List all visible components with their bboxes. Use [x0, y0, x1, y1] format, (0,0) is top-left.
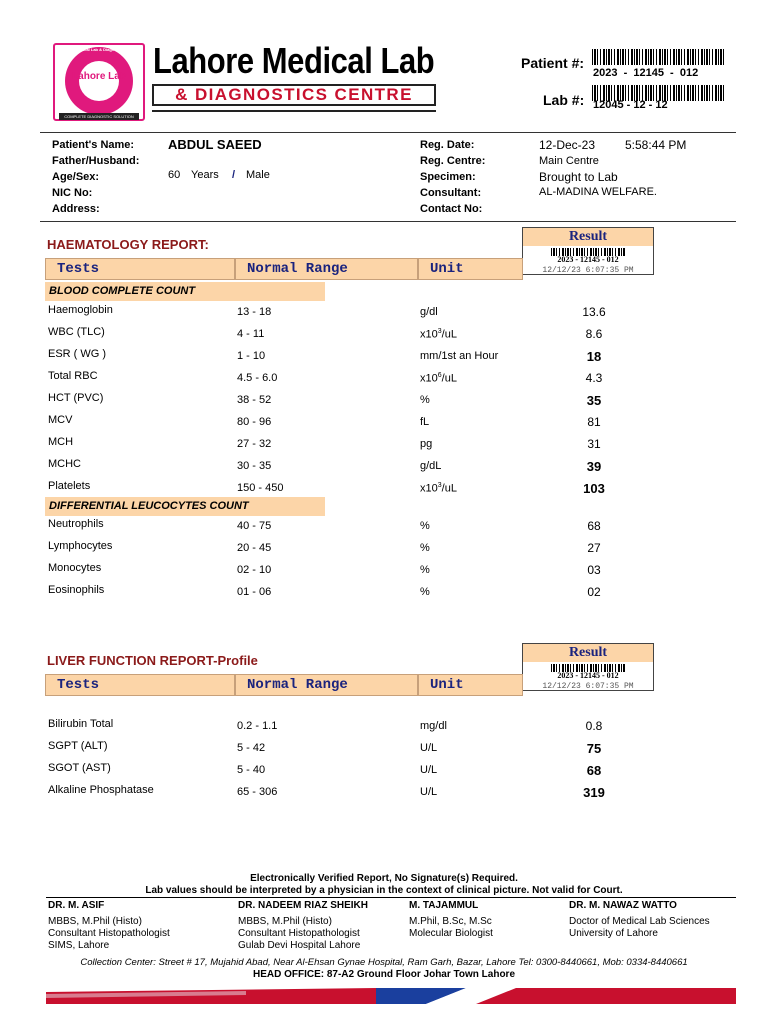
disclaimer: Lab values should be interpreted by a physician in the context of clinical picture. Not valid for Court.	[145, 885, 623, 896]
test-name: ESR ( WG )	[48, 348, 107, 360]
result-stamp-title: Result	[523, 228, 653, 246]
result-value: 13.6	[582, 305, 606, 319]
normal-range: 4 - 11	[237, 328, 265, 340]
doctor-credential-line: Consultant Histopathologist	[48, 928, 170, 939]
table-row	[0, 348, 768, 368]
result-value: 68	[586, 763, 602, 778]
result-stamp-datetime: 12/12/23 6:07:35 PM	[542, 682, 634, 691]
test-name: SGPT (ALT)	[48, 740, 108, 752]
normal-range: 40 - 75	[237, 520, 272, 532]
doctor-credential-line: SIMS, Lahore	[48, 940, 110, 951]
specimen: Brought to Lab	[539, 170, 618, 184]
reg-centre-label: Reg. Centre:	[420, 155, 486, 167]
patient-no-label: Patient #:	[521, 55, 585, 71]
result-value: 68	[587, 519, 601, 533]
table-row	[0, 436, 768, 456]
table-row	[0, 392, 768, 412]
result-value: 4.3	[585, 371, 603, 385]
verified-note: Electronically Verified Report, No Signature(s) Required.	[250, 873, 518, 884]
patient-name-label: Patient's Name:	[52, 139, 135, 151]
table-row	[0, 740, 768, 760]
unit: g/dL	[420, 460, 442, 472]
agesex-separator: /	[232, 169, 236, 181]
col-range: Normal Range	[235, 258, 418, 280]
result-value: 75	[586, 741, 602, 756]
unit-exponent: 3	[437, 482, 442, 489]
col-unit: Unit	[418, 674, 523, 696]
haematology-title: HAEMATOLOGY REPORT:	[47, 237, 209, 252]
col-range: Normal Range	[235, 674, 418, 696]
result-value: 103	[583, 481, 605, 496]
test-name: Alkaline Phosphatase	[48, 784, 154, 796]
unit-tail: /uL	[441, 482, 457, 495]
patient-name: ABDUL SAEED	[168, 137, 262, 152]
unit-tail: /uL	[441, 328, 457, 341]
test-name: Neutrophils	[48, 518, 104, 530]
divider	[40, 132, 736, 133]
unit-exponent: 6	[437, 372, 442, 379]
normal-range: 0.2 - 1.1	[237, 720, 278, 732]
result-value: 31	[587, 437, 601, 451]
age-value: 60	[168, 169, 181, 181]
result-value: 0.8	[585, 719, 603, 733]
doctor-name: M. TAJAMMUL	[409, 900, 479, 911]
footer-stripe	[46, 988, 736, 1004]
agesex-label: Age/Sex:	[52, 171, 100, 183]
logo-ring-text: Lahore Medical Lab & Diagnostic Centre	[60, 47, 138, 52]
lab-logo	[53, 43, 145, 123]
test-name: MCH	[48, 436, 74, 448]
result-value: 27	[587, 541, 601, 555]
test-name: Monocytes	[48, 562, 102, 574]
result-value: 03	[587, 563, 601, 577]
table-row	[0, 326, 768, 346]
group-blood-count: BLOOD COMPLETE COUNT	[45, 282, 325, 301]
specimen-label: Specimen:	[420, 171, 476, 183]
normal-range: 30 - 35	[237, 460, 272, 472]
col-tests: Tests	[45, 258, 235, 280]
result-stamp-title: Result	[523, 644, 653, 662]
reg-time: 5:58:44 PM	[625, 138, 687, 152]
doctor-credential-line: MBBS, M.Phil (Histo)	[48, 916, 142, 927]
unit: %	[420, 586, 430, 598]
test-name: MCHC	[48, 458, 81, 470]
table-row	[0, 584, 768, 604]
reg-centre: Main Centre	[539, 155, 599, 167]
doctor-credentials	[409, 916, 579, 940]
logo-tagline: COMPLETE DIAGNOSTIC SOLUTION	[64, 114, 134, 119]
table-row	[0, 414, 768, 434]
doctor-block	[409, 900, 579, 940]
doctor-block	[238, 900, 408, 952]
unit-tail: /uL	[441, 372, 457, 385]
normal-range: 01 - 06	[237, 586, 272, 598]
consultant-label: Consultant:	[420, 187, 482, 199]
normal-range: 02 - 10	[237, 564, 272, 576]
divider	[40, 221, 736, 222]
doctor-credential-line: M.Phil, B.Sc, M.Sc	[409, 916, 492, 927]
col-tests: Tests	[45, 674, 235, 696]
normal-range: 150 - 450	[237, 482, 284, 494]
head-office: HEAD OFFICE: 87-A2 Ground Floor Johar Town Lahore	[252, 969, 516, 980]
doctor-credential-line: Gulab Devi Hospital Lahore	[238, 940, 361, 951]
doctor-block	[48, 900, 218, 952]
table-row	[0, 784, 768, 804]
reg-date: 12-Dec-23	[539, 138, 596, 152]
doctor-credentials	[238, 916, 408, 952]
col-unit: Unit	[418, 258, 523, 280]
test-name: Platelets	[48, 480, 91, 492]
unit: mg/dl	[420, 720, 447, 732]
sex-value: Male	[246, 169, 270, 181]
result-value: 35	[586, 393, 602, 408]
age-unit: Years	[191, 169, 219, 181]
unit	[420, 482, 457, 495]
test-name: SGOT (AST)	[48, 762, 111, 774]
doctor-credentials	[569, 916, 739, 940]
unit: %	[420, 394, 430, 406]
test-name: Haemoglobin	[48, 304, 113, 316]
doctor-name: DR. NADEEM RIAZ SHEIKH	[238, 900, 369, 911]
result-value: 8.6	[585, 327, 603, 341]
unit: %	[420, 542, 430, 554]
unit: mm/1st an Hour	[420, 350, 499, 362]
normal-range: 4.5 - 6.0	[237, 372, 278, 384]
liver-title: LIVER FUNCTION REPORT-Profile	[47, 653, 258, 668]
table-row	[0, 518, 768, 538]
unit-base: x10	[420, 328, 438, 341]
unit-exponent: 3	[437, 328, 442, 335]
address-label: Address:	[52, 203, 100, 215]
consultant: AL-MADINA WELFARE.	[539, 186, 657, 198]
result-value: 81	[587, 415, 601, 429]
divider	[46, 897, 736, 898]
lab-subtitle: & DIAGNOSTICS CENTRE	[175, 85, 413, 104]
collection-center: Collection Center: Street # 17, Mujahid Abad, Near Al-Ehsan Gynae Hospital, Ram Garh, Bazar, Lahore Tel: 0300-8440661, Mob: 0334-8440661	[80, 957, 688, 968]
table-row	[0, 458, 768, 478]
group-dlc: DIFFERENTIAL LEUCOCYTES COUNT	[45, 497, 325, 516]
normal-range: 38 - 52	[237, 394, 272, 406]
unit-base: x10	[420, 482, 438, 495]
table-row	[0, 762, 768, 782]
test-name: MCV	[48, 414, 73, 426]
test-name: Total RBC	[48, 370, 98, 382]
result-value: 39	[586, 459, 602, 474]
doctor-credential-line: University of Lahore	[569, 928, 658, 939]
unit: %	[420, 520, 430, 532]
table-row	[0, 304, 768, 324]
table-row	[0, 370, 768, 390]
lab-no-label: Lab #:	[543, 92, 585, 108]
normal-range: 5 - 40	[237, 764, 266, 776]
test-name: HCT (PVC)	[48, 392, 104, 404]
unit: pg	[420, 438, 433, 450]
unit	[420, 328, 457, 341]
test-name: WBC (TLC)	[48, 326, 105, 338]
unit: g/dl	[420, 306, 438, 318]
normal-range: 65 - 306	[237, 786, 278, 798]
unit	[420, 372, 457, 385]
patient-barcode	[592, 49, 724, 65]
result-value: 319	[583, 785, 605, 800]
liver-column-header	[45, 674, 523, 696]
unit-base: x10	[420, 372, 438, 385]
contact-label: Contact No:	[420, 203, 483, 215]
father-label: Father/Husband:	[52, 155, 140, 167]
brand-underline	[152, 110, 436, 112]
result-stamp	[522, 643, 654, 691]
normal-range: 13 - 18	[237, 306, 272, 318]
lab-name: Lahore Medical Lab	[153, 40, 435, 81]
patient-no: 2023 - 12145 - 012	[593, 67, 699, 79]
normal-range: 27 - 32	[237, 438, 272, 450]
doctor-credential-line: MBBS, M.Phil (Histo)	[238, 916, 332, 927]
result-value: 18	[586, 349, 602, 364]
nic-label: NIC No:	[52, 187, 93, 199]
result-stamp	[522, 227, 654, 275]
table-row	[0, 562, 768, 582]
doctor-credential-line: Doctor of Medical Lab Sciences	[569, 916, 710, 927]
doctor-credential-line: Molecular Biologist	[409, 928, 493, 939]
doctor-credentials	[48, 916, 218, 952]
doctor-name: DR. M. NAWAZ WATTO	[569, 900, 677, 911]
test-name: Lymphocytes	[48, 540, 113, 552]
logo-center-text: Lahore Lab	[72, 71, 126, 82]
haematology-column-header	[45, 258, 523, 280]
lab-subtitle-box	[152, 84, 436, 106]
result-value: 02	[587, 585, 601, 599]
normal-range: 80 - 96	[237, 416, 272, 428]
reg-date-label: Reg. Date:	[420, 139, 475, 151]
table-row	[0, 540, 768, 560]
doctor-credential-line: Consultant Histopathologist	[238, 928, 360, 939]
normal-range: 5 - 42	[237, 742, 266, 754]
unit: %	[420, 564, 430, 576]
doctor-block	[569, 900, 739, 940]
result-stamp-code: 2023 - 12145 - 012	[557, 255, 619, 264]
result-stamp-code: 2023 - 12145 - 012	[557, 671, 619, 680]
doctor-name: DR. M. ASIF	[48, 900, 105, 911]
unit: U/L	[420, 786, 438, 798]
unit: fL	[420, 416, 430, 428]
test-name: Bilirubin Total	[48, 718, 114, 730]
unit: U/L	[420, 764, 438, 776]
table-row	[0, 718, 768, 738]
normal-range: 20 - 45	[237, 542, 272, 554]
lab-no: 12045 - 12 - 12	[593, 99, 668, 111]
unit: U/L	[420, 742, 438, 754]
normal-range: 1 - 10	[237, 350, 266, 362]
result-stamp-datetime: 12/12/23 6:07:35 PM	[542, 266, 634, 275]
test-name: Eosinophils	[48, 584, 105, 596]
